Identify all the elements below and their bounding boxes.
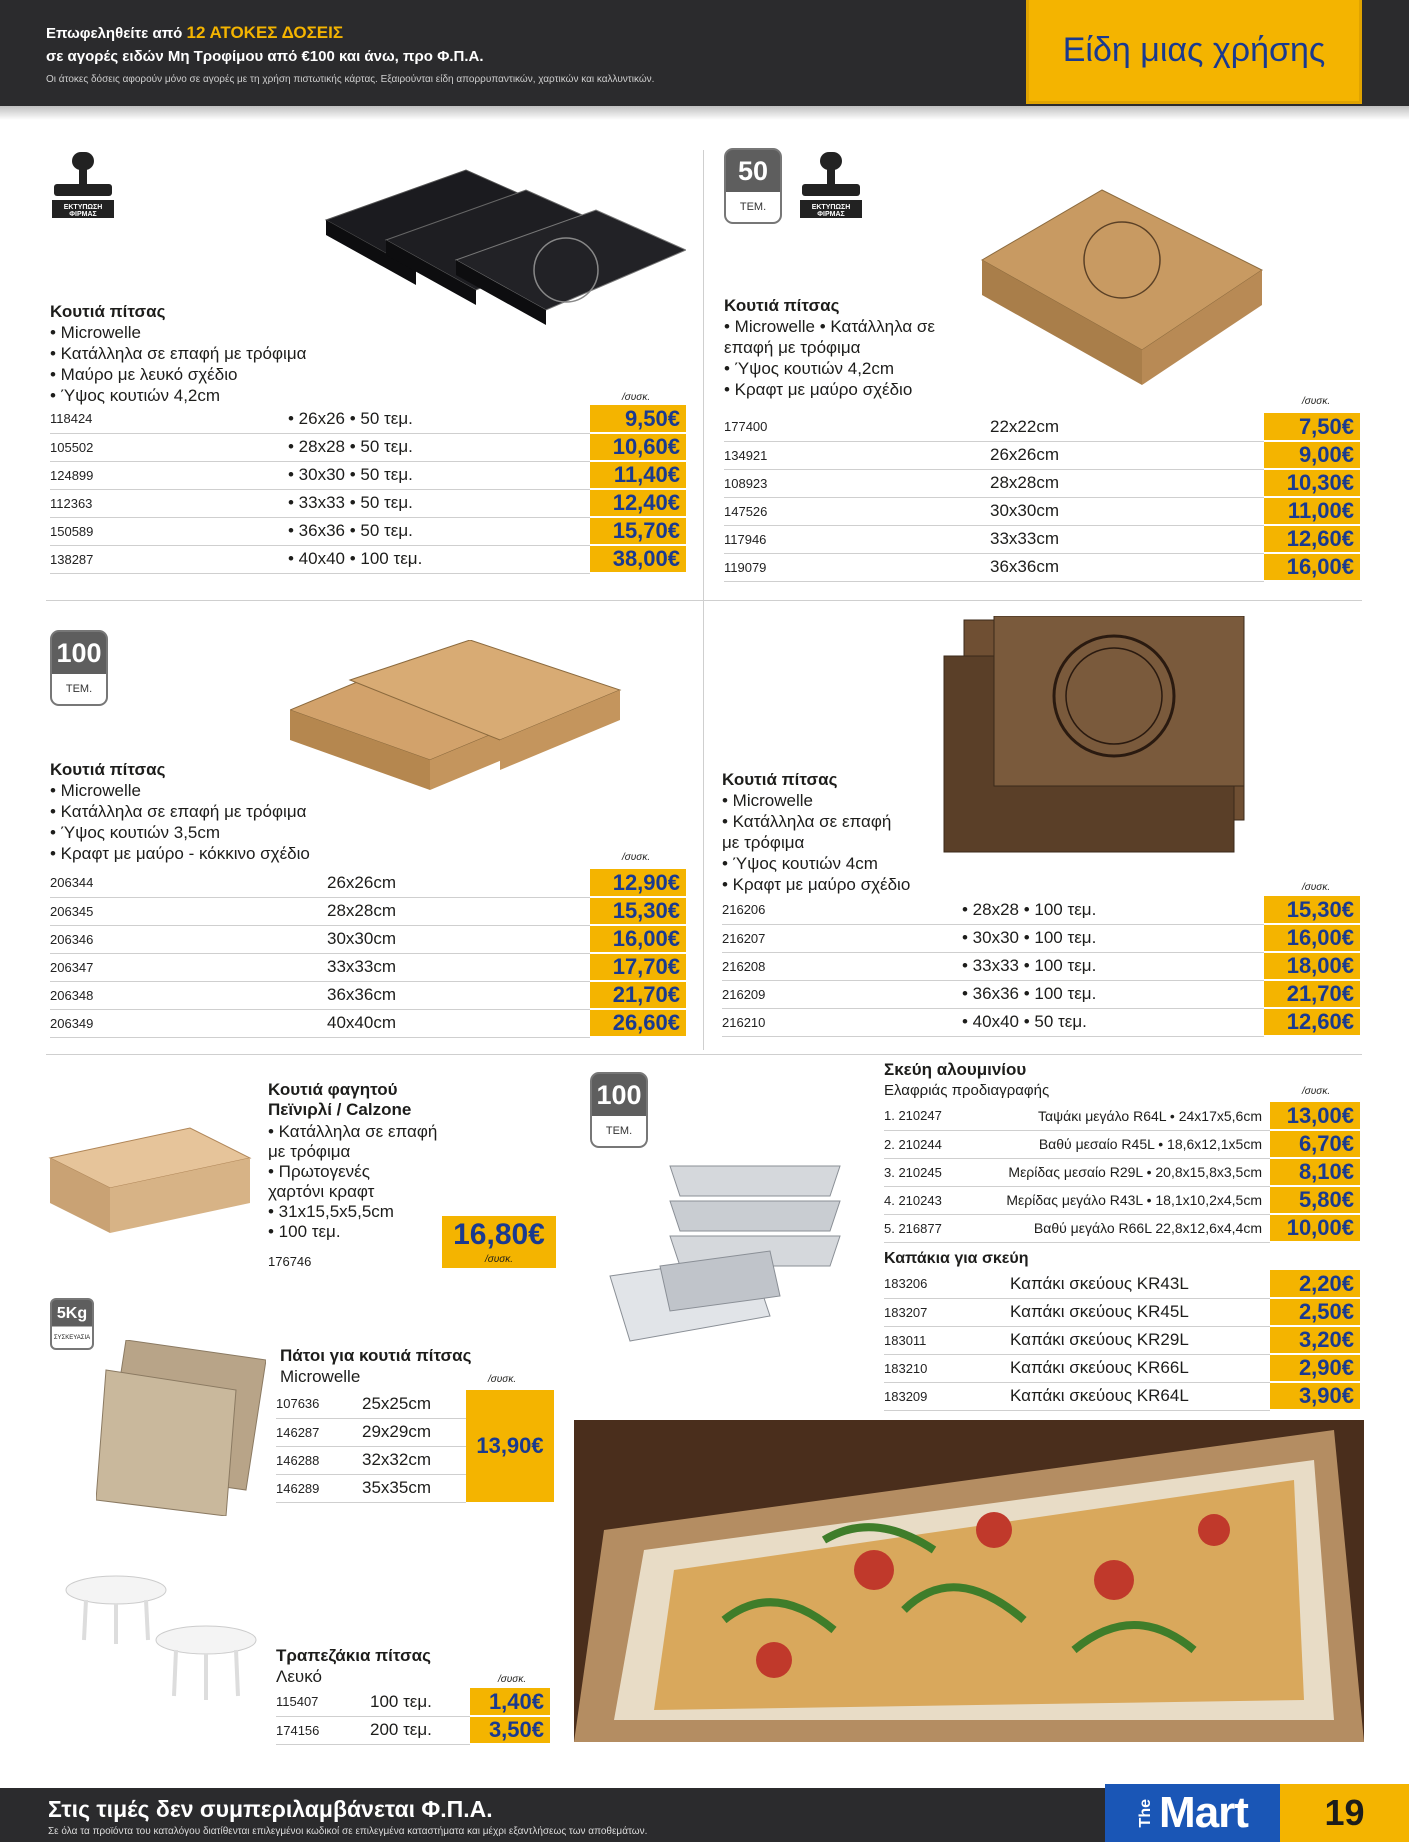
table-row: 150589 • 36x36 • 50 τεμ. 15,70€ — [50, 517, 686, 545]
header-shadow — [0, 106, 1409, 120]
category-tab — [1026, 0, 1362, 104]
table-row: 216207 • 30x30 • 100 τεμ. 16,00€ — [722, 924, 1360, 952]
calzone-box-image — [40, 1118, 258, 1238]
product-title: Κουτιά πίτσας — [50, 760, 166, 779]
kraft-red-pizza-boxes-image — [290, 640, 650, 800]
aluminium-containers-image — [600, 1146, 852, 1346]
table-row: 112363 • 33x33 • 50 τεμ. 12,40€ — [50, 489, 686, 517]
product-title: Τραπεζάκια πίτσας — [276, 1646, 431, 1665]
product-features: • Microwelle • Κατάλληλα σε επαφή με τρόφιμα • Ύψος κουτιών 3,5cm • Κραφτ με μαύρο - κόκκινο σχέδιο — [50, 781, 310, 863]
page-number: 19 — [1280, 1784, 1409, 1842]
table-row: 216210 • 40x40 • 50 τεμ. 12,60€ — [722, 1008, 1360, 1036]
weight-badge: 5Kg ΣΥΣΚΕΥΑΣΙΑ — [50, 1298, 94, 1350]
price-table — [50, 869, 686, 1038]
pizza-base-cardboards-image — [96, 1340, 266, 1516]
table-row: 216206 • 28x28 • 100 τεμ. 15,30€ — [722, 896, 1360, 924]
table-row: 118424 • 26x26 • 50 τεμ. 9,50€ — [50, 405, 686, 433]
table-row: 146287 29x29cm — [276, 1418, 466, 1446]
product-title: Πάτοι για κουτιά πίτσας — [280, 1346, 472, 1365]
divider-horizontal — [46, 1054, 1362, 1055]
promo-note: Οι άτοκες δόσεις αφορούν μόνο σε αγορές με τη χρήση πιστωτικής κάρτας. Εξαιρούνται είδη απορρυπαντικών, χαρτικών και καλλυντικών. — [46, 74, 655, 85]
table-row: 206348 36x36cm 21,70€ — [50, 981, 686, 1009]
pizza-tables-image — [56, 1570, 266, 1702]
per-unit-label: /συσκ. — [488, 1374, 517, 1385]
table-row: 146289 35x35cm — [276, 1474, 466, 1502]
product-title: Κουτιά φαγητού Πεϊνιρλί / Calzone — [268, 1080, 412, 1119]
table-row: 216209 • 36x36 • 100 τεμ. 21,70€ — [722, 980, 1360, 1008]
lids-title: Καπάκια για σκεύη — [884, 1250, 1029, 1267]
wood-pizza-boxes-image — [934, 616, 1256, 858]
table-row: 206347 33x33cm 17,70€ — [50, 953, 686, 981]
per-unit-label: /συσκ. — [1302, 1086, 1331, 1097]
table-row: 206345 28x28cm 15,30€ — [50, 897, 686, 925]
table-row: 138287 • 40x40 • 100 τεμ. 38,00€ — [50, 545, 686, 573]
table-row: 3. 210245 Μερίδας μεσαίο R29L • 20,8x15,8x3,5cm 8,10€ — [884, 1158, 1360, 1186]
table-row: 206349 40x40cm 26,60€ — [50, 1009, 686, 1037]
quantity-badge: 100 ΤΕΜ. — [50, 630, 108, 706]
table-row: 5. 216877 Βαθύ μεγάλο R66L 22,8x12,6x4,4cm 10,00€ — [884, 1214, 1360, 1242]
table-row: 117946 33x33cm 12,60€ — [724, 525, 1360, 553]
table-row: 206346 30x30cm 16,00€ — [50, 925, 686, 953]
stamp-label: ΕΚΤΥΠΩΣΗ ΦΙΡΜΑΣ — [811, 204, 851, 218]
table-row: 183209 Καπάκι σκεύους KR64L 3,90€ — [884, 1382, 1360, 1410]
table-row: 174156 200 τεμ. 3,50€ — [276, 1716, 550, 1744]
table-row: 147526 30x30cm 11,00€ — [724, 497, 1360, 525]
promo-line-2: σε αγορές ειδών Μη Τροφίμου από €100 και άνω, προ Φ.Π.Α. — [46, 48, 484, 65]
product-title: Σκεύη αλουμινίου — [884, 1060, 1027, 1079]
table-row: 2. 210244 Βαθύ μεσαίο R45L • 18,6x12,1x5cm 6,70€ — [884, 1130, 1360, 1158]
product-subtitle: Λευκό — [276, 1667, 322, 1686]
table-row: 177400 22x22cm 7,50€ — [724, 413, 1360, 441]
the-mart-logo: The Mart — [1105, 1784, 1280, 1842]
table-row: 1. 210247 Ταψάκι μεγάλο R64L • 24x17x5,6cm 13,00€ — [884, 1102, 1360, 1130]
pizza-photo — [574, 1420, 1364, 1742]
product-features: • Κατάλληλα σε επαφή με τρόφιμα • Πρωτογενές χαρτόνι κραφτ • 31x15,5x5,5cm • 100 τεμ. — [268, 1122, 438, 1241]
table-row: 115407 100 τεμ. 1,40€ — [276, 1688, 550, 1716]
product-features: • Microwelle • Κατάλληλα σε επαφή με τρόφιμα • Ύψος κουτιών 4cm • Κραφτ με μαύρο σχέδιο — [722, 791, 911, 894]
size-table — [276, 1390, 466, 1503]
footer-disclaimer: Σε όλα τα προϊόντα του καταλόγου διατίθενται επιλεγμένοι κωδικοί σε επιλεγμένα καταστήματα και μέχρι εξαντλήσεως των αποθεμάτων. — [48, 1826, 648, 1837]
per-unit-label: /συσκ. — [1302, 396, 1331, 407]
product-subtitle: Ελαφριάς προδιαγραφής — [884, 1082, 1050, 1099]
price-box: 13,90€ — [466, 1390, 554, 1502]
product-features: • Microwelle • Κατάλληλα σε επαφή με τρόφιμα • Ύψος κουτιών 4,2cm • Κραφτ με μαύρο σχέδιο — [724, 317, 935, 399]
table-row: 183210 Καπάκι σκεύους KR66L 2,90€ — [884, 1354, 1360, 1382]
price-table — [722, 896, 1360, 1037]
promo-line-1: Επωφεληθείτε από 12 ΑΤΟΚΕΣ ΔΟΣΕΙΣ — [46, 23, 344, 42]
product-title: Κουτιά πίτσας — [722, 770, 838, 789]
table-row: 124899 • 30x30 • 50 τεμ. 11,40€ — [50, 461, 686, 489]
price-table — [50, 405, 686, 574]
per-unit-label: /συσκ. — [622, 392, 651, 403]
kraft-pizza-boxes-image — [962, 170, 1272, 390]
divider-horizontal — [46, 600, 1362, 601]
table-row: 119079 36x36cm 16,00€ — [724, 553, 1360, 581]
quantity-badge: 100 ΤΕΜ. — [590, 1072, 648, 1148]
stamp-label: ΕΚΤΥΠΩΣΗ ΦΙΡΜΑΣ — [63, 204, 103, 218]
price-table — [724, 413, 1360, 582]
product-code: 176746 — [268, 1254, 312, 1269]
table-row: 4. 210243 Μερίδας μεγάλο R43L • 18,1x10,2x4,5cm 5,80€ — [884, 1186, 1360, 1214]
quantity-badge: 50 ΤΕΜ. — [724, 148, 782, 224]
table-row: 183011 Καπάκι σκεύους KR29L 3,20€ — [884, 1326, 1360, 1354]
table-row: 134921 26x26cm 9,00€ — [724, 441, 1360, 469]
table-row: 105502 • 28x28 • 50 τεμ. 10,60€ — [50, 433, 686, 461]
product-title: Κουτιά πίτσας — [50, 302, 166, 321]
table-row: 108923 28x28cm 10,30€ — [724, 469, 1360, 497]
table-row: 216208 • 33x33 • 100 τεμ. 18,00€ — [722, 952, 1360, 980]
product-features: • Microwelle • Κατάλληλα σε επαφή με τρόφιμα • Μαύρο με λευκό σχέδιο • Ύψος κουτιών 4,2cm — [50, 323, 307, 405]
table-row: 183207 Καπάκι σκεύους KR45L 2,50€ — [884, 1298, 1360, 1326]
footer-vat-note: Στις τιμές δεν συμπεριλαμβάνεται Φ.Π.Α. — [48, 1796, 493, 1822]
price-table — [884, 1102, 1360, 1243]
per-unit-label: /συσκ. — [1302, 882, 1331, 893]
product-title: Κουτιά πίτσας — [724, 296, 840, 315]
price-table — [276, 1688, 550, 1745]
table-row: 146288 32x32cm — [276, 1446, 466, 1474]
lids-price-table — [884, 1270, 1360, 1411]
price-box: 16,80€ /συσκ. — [442, 1216, 556, 1268]
per-unit-label: /συσκ. — [622, 852, 651, 863]
category-title: Είδη μιας χρήσης — [1062, 31, 1326, 69]
promo-highlight: 12 ΑΤΟΚΕΣ ΔΟΣΕΙΣ — [186, 23, 344, 42]
table-row: 107636 25x25cm — [276, 1390, 466, 1418]
product-subtitle: Microwelle — [280, 1367, 361, 1386]
table-row: 206344 26x26cm 12,90€ — [50, 869, 686, 897]
black-pizza-boxes-image — [306, 160, 686, 330]
table-row: 183206 Καπάκι σκεύους KR43L 2,20€ — [884, 1270, 1360, 1298]
per-unit-label: /συσκ. — [498, 1674, 527, 1685]
